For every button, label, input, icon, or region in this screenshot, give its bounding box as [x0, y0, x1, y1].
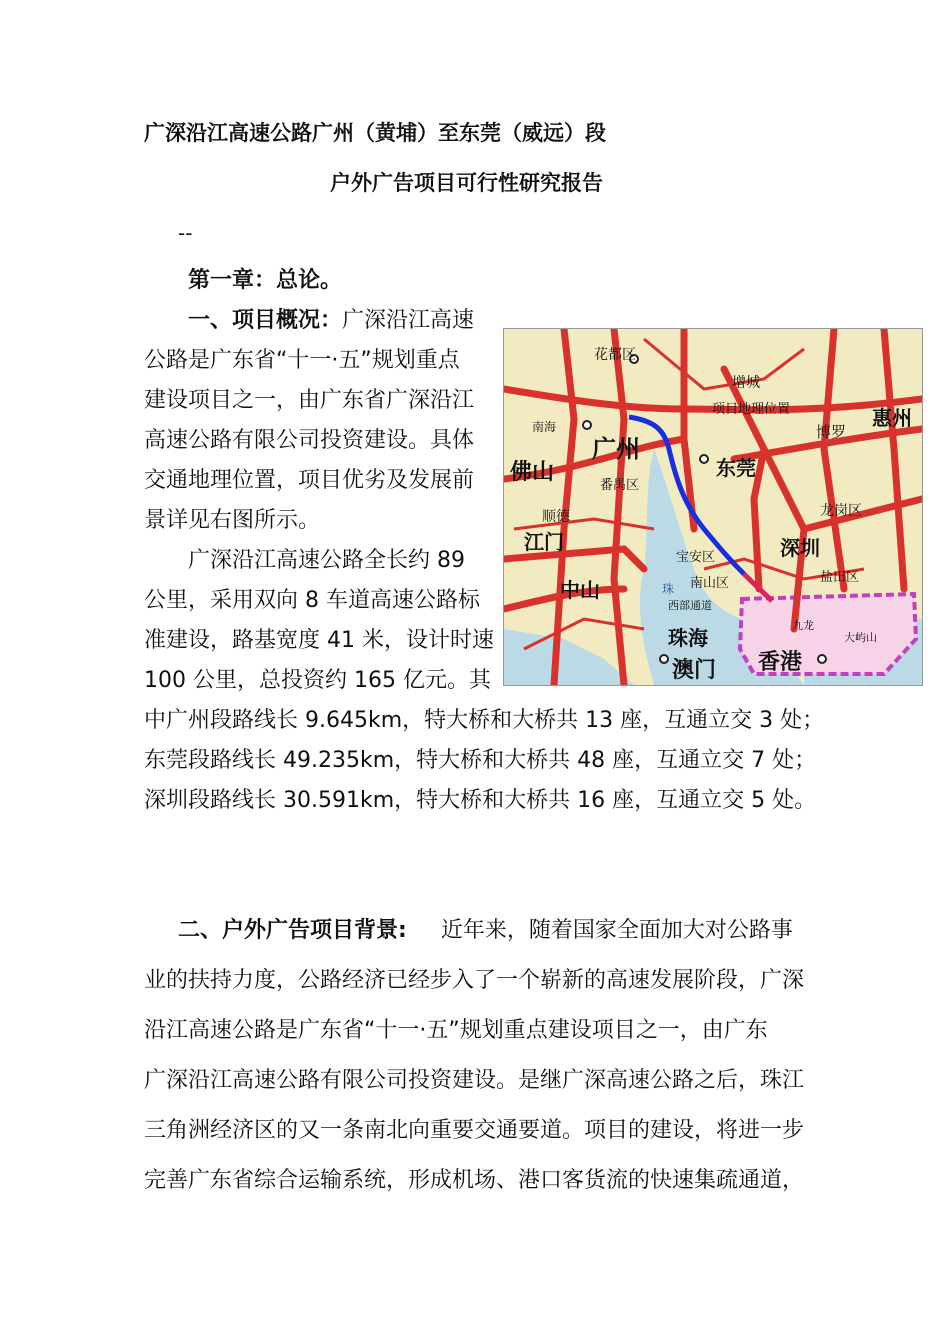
section1-para2-line: 广深沿江高速公路全长约 89	[188, 548, 465, 573]
section1-para2-line: 100 公里，总投资约 165 亿元。其	[144, 668, 491, 693]
section1-para2-line: 准建设，路基宽度 41 米，设计时速	[144, 628, 494, 653]
section1-line: 建设项目之一，由广东省广深沿江	[144, 388, 475, 413]
label-dayu: 大屿山	[844, 631, 877, 644]
section2-first-line	[178, 916, 793, 946]
section1-line-text: 广深沿江高速	[342, 308, 475, 333]
section2-heading: 二、户外广告项目背景:	[178, 918, 407, 943]
city-marker	[700, 455, 708, 463]
label-baoan: 宝安区	[676, 550, 716, 565]
section1-heading: 一、项目概况：	[188, 308, 343, 333]
chapter-heading: 第一章：总论。	[188, 268, 343, 293]
section2-line: 广深沿江高速公路有限公司投资建设。是继广深高速公路之后，珠江	[144, 1068, 805, 1093]
section2-line: 业的扶持力度，公路经济已经步入了一个崭新的高速发展阶段，广深	[144, 968, 805, 993]
label-dongguan: 东莞	[716, 456, 756, 480]
section1-line: 交通地理位置，项目优劣及发展前	[144, 468, 475, 493]
section1-wide-line: 中广州段路线长 9.645km，特大桥和大桥共 13 座，互通立交 3 处；	[144, 708, 825, 733]
city-marker	[583, 421, 591, 429]
label-project-location: 项目地理位置	[712, 402, 791, 417]
label-boluo: 博罗	[816, 423, 847, 441]
title-dashes: --	[178, 221, 193, 245]
label-zhuhai: 珠海	[668, 626, 708, 650]
section2-first-text: 近年来，随着国家全面加大对公路事	[440, 918, 793, 943]
location-map	[503, 328, 923, 686]
label-macau: 澳门	[672, 658, 717, 683]
section1-line: 景详见右图所示。	[144, 508, 321, 533]
label-nanshan: 南山区	[690, 576, 730, 591]
section1-line: 高速公路有限公司投资建设。具体	[144, 428, 475, 453]
label-hongkong: 香港	[758, 650, 803, 675]
section1-wide-line: 东莞段路线长 49.235km，特大桥和大桥共 48 座，互通立交 7 处；	[144, 748, 817, 773]
section1-line: 公路是广东省“十一·五”规划重点	[144, 348, 460, 373]
label-shunde: 顺德	[542, 509, 570, 525]
section2-line: 完善广东省综合运输系统，形成机场、港口客货流的快速集疏通道，	[144, 1168, 805, 1193]
label-xibu-channel: 西部通道	[668, 599, 712, 612]
label-jiulong: 九龙	[792, 619, 814, 632]
label-zhu: 珠	[662, 582, 675, 596]
label-foshan: 佛山	[510, 460, 555, 485]
section2-line: 三角洲经济区的又一条南北向重要交通要道。项目的建设，将进一步	[144, 1118, 805, 1143]
label-shenzhen: 深圳	[780, 536, 820, 560]
city-marker	[660, 655, 668, 663]
label-yantian: 盐田区	[820, 570, 860, 585]
document-title-line-2: 户外广告项目可行性研究报告	[330, 171, 603, 195]
label-nanhai: 南海	[532, 420, 557, 434]
section2-line: 沿江高速公路是广东省“十一·五”规划重点建设项目之一，由广东	[144, 1018, 768, 1043]
location-map-svg	[504, 329, 922, 685]
document-title-line-1: 广深沿江高速公路广州（黄埔）至东莞（威远）段	[144, 121, 606, 145]
label-zengcheng: 增城	[732, 375, 760, 391]
label-panyu: 番禺区	[600, 478, 640, 493]
label-longgang: 龙岗区	[820, 503, 862, 519]
label-huadu: 花都区	[594, 347, 636, 363]
label-jiangmen: 江门	[524, 530, 564, 554]
section1-para2-line: 公里，采用双向 8 车道高速公路标	[144, 588, 480, 613]
section1-wide-line: 深圳段路线长 30.591km，特大桥和大桥共 16 座，互通立交 5 处。	[144, 788, 817, 813]
city-marker	[818, 655, 826, 663]
section1-first-line	[188, 306, 474, 336]
label-huizhou: 惠州	[872, 406, 912, 430]
label-guangzhou: 广州	[592, 435, 640, 463]
label-zhongshan: 中山	[560, 578, 600, 602]
